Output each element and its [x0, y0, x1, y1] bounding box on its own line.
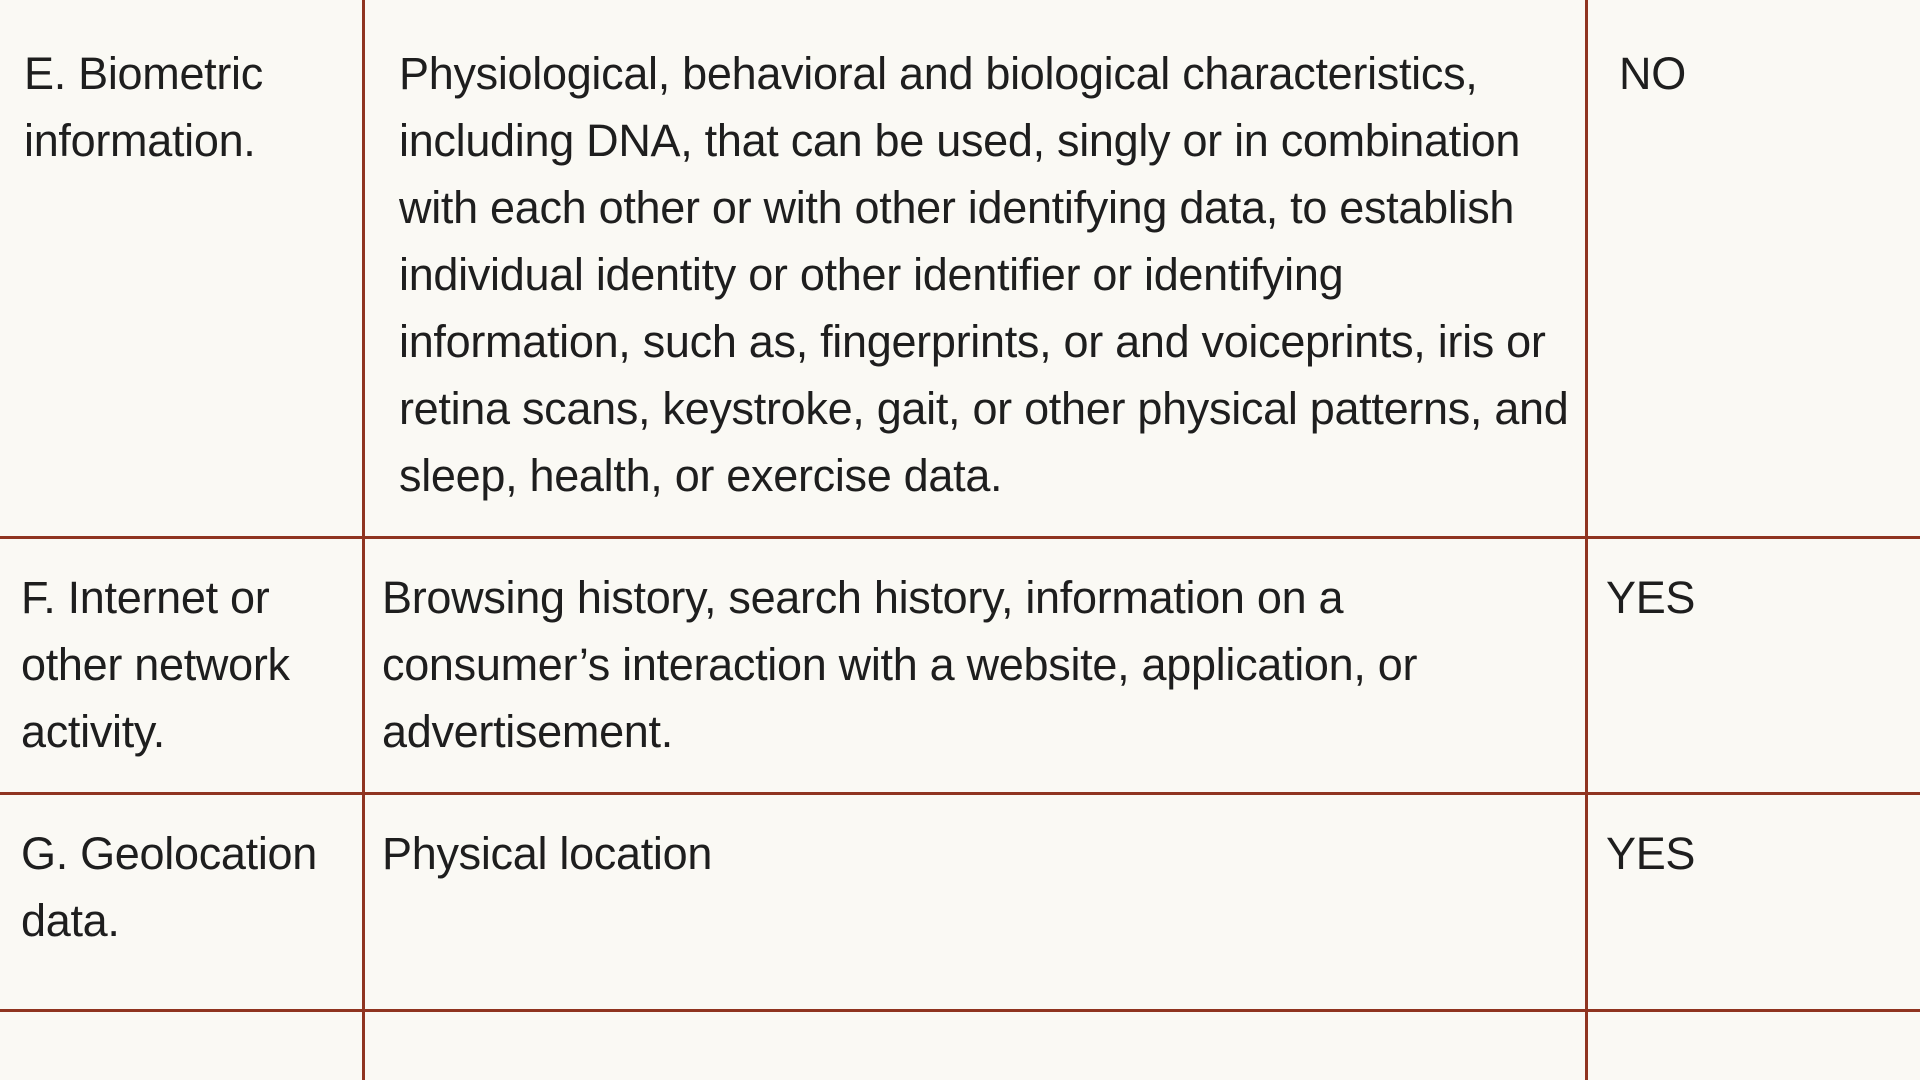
- collected-cell: YES: [1606, 572, 1696, 623]
- examples-cell: [382, 564, 1577, 765]
- examples-line: Browsing history, search history, information on a: [382, 572, 1344, 623]
- category-line: data.: [21, 895, 120, 946]
- collected-cell: YES: [1606, 828, 1696, 879]
- examples-line: information, such as, fingerprints, or and voiceprints, iris or: [399, 316, 1546, 367]
- examples-line: including DNA, that can be used, singly or in combination: [399, 115, 1521, 166]
- category-cell: [24, 40, 354, 174]
- examples-cell: [399, 40, 1579, 509]
- examples-line: sleep, health, or exercise data.: [399, 450, 1003, 501]
- examples-line: retina scans, keystroke, gait, or other physical patterns, and: [399, 383, 1569, 434]
- column-divider-1: [362, 0, 365, 1080]
- row-divider-g-h: [0, 1009, 1920, 1012]
- column-divider-2: [1585, 0, 1588, 1080]
- examples-line: consumer’s interaction with a website, application, or: [382, 639, 1418, 690]
- category-line: F. Internet or: [21, 572, 270, 623]
- examples-cell: [382, 820, 1577, 887]
- category-line: information.: [24, 115, 256, 166]
- category-line: G. Geolocation: [21, 828, 317, 879]
- examples-line: Physical location: [382, 828, 713, 879]
- examples-line: Physiological, behavioral and biological characteristics,: [399, 48, 1478, 99]
- category-line: E. Biometric: [24, 48, 263, 99]
- row-divider-f-g: [0, 792, 1920, 795]
- row-divider-e-f: [0, 536, 1920, 539]
- examples-line: individual identity or other identifier or identifying: [399, 249, 1344, 300]
- examples-line: advertisement.: [382, 706, 673, 757]
- examples-line: with each other or with other identifying data, to establish: [399, 182, 1515, 233]
- category-line: activity.: [21, 706, 165, 757]
- category-cell: [21, 564, 356, 765]
- category-cell: [21, 820, 356, 954]
- collected-cell: NO: [1619, 48, 1686, 99]
- category-line: other network: [21, 639, 290, 690]
